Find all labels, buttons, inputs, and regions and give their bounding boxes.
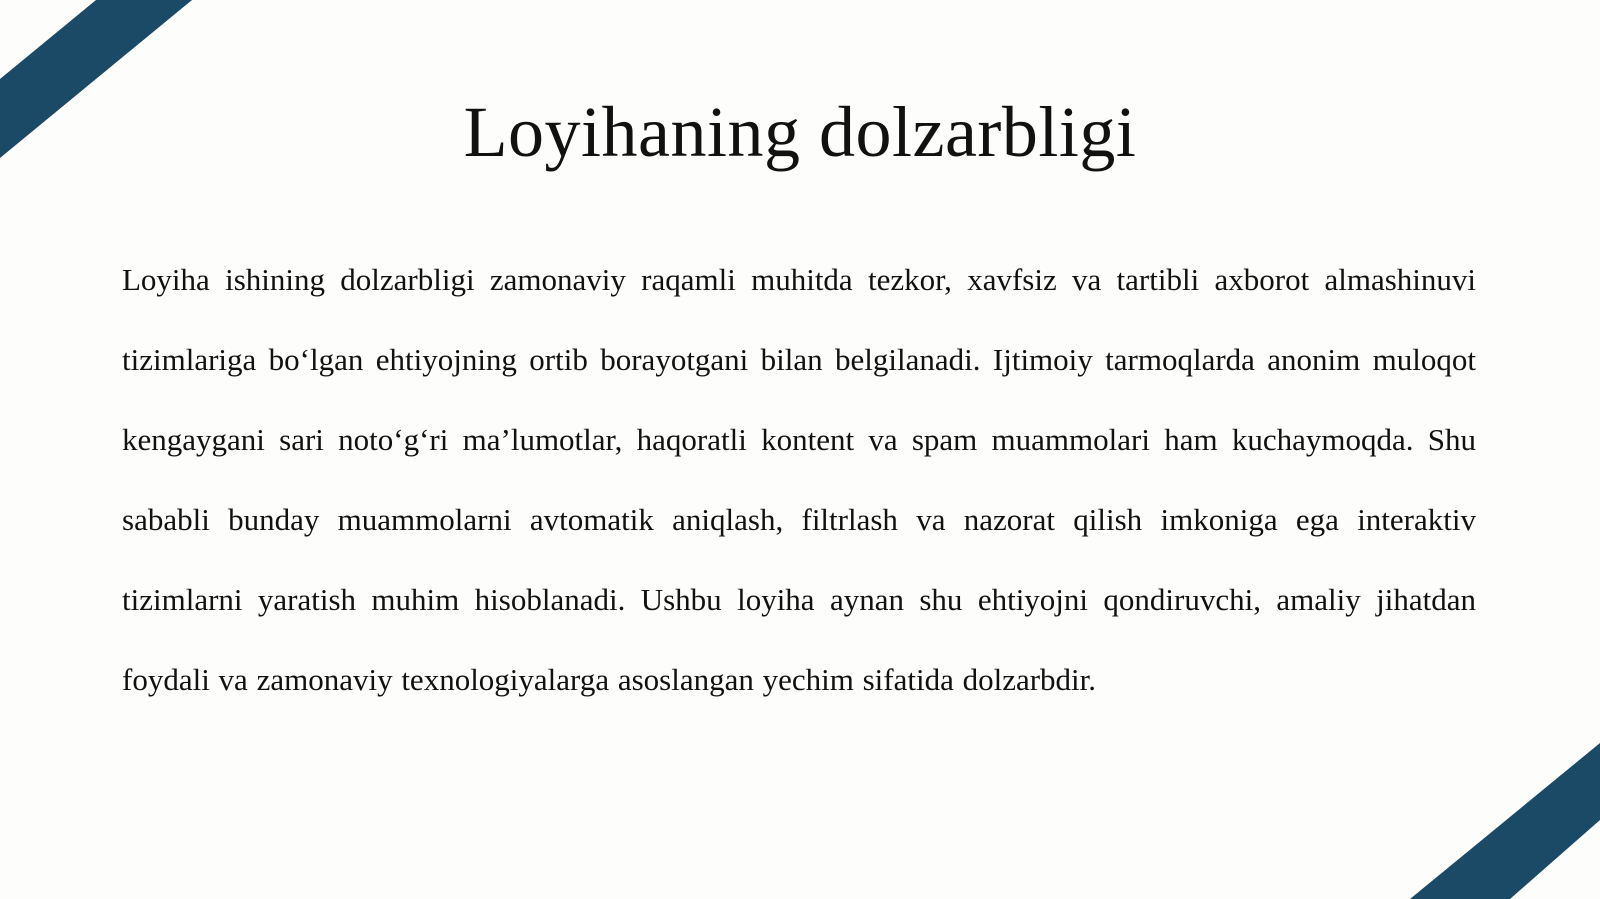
- slide-title: Loyihaning dolzarbligi: [463, 92, 1137, 172]
- bottom-right-stripe: [1410, 743, 1600, 899]
- slide-paragraph: Loyiha ishining dolzarbligi zamonaviy raqamli muhitda tezkor, xavfsiz va tartibli axborot almashinuvi tizimlariga bo‘lgan ehtiyojning ortib borayotgani bilan belgilanadi. Ijtimoiy tarmoqlarda anonim muloqot kengaygani sari noto‘g‘ri ma’lumotlar, haqoratli kontent va spam muammolari ham kuchaymoqda. Shu sababli bunday muammolarni avtomatik aniqlash, filtrlash va nazorat qilish imkoniga ega interaktiv tizimlarni yaratish muhim hisoblanadi. Ushbu loyiha aynan shu ehtiyojni qondiruvchi, amaliy jihatdan foydali va zamonaviy texnologiyalarga asoslangan yechim sifatida dolzarbdir.: [122, 262, 1476, 697]
